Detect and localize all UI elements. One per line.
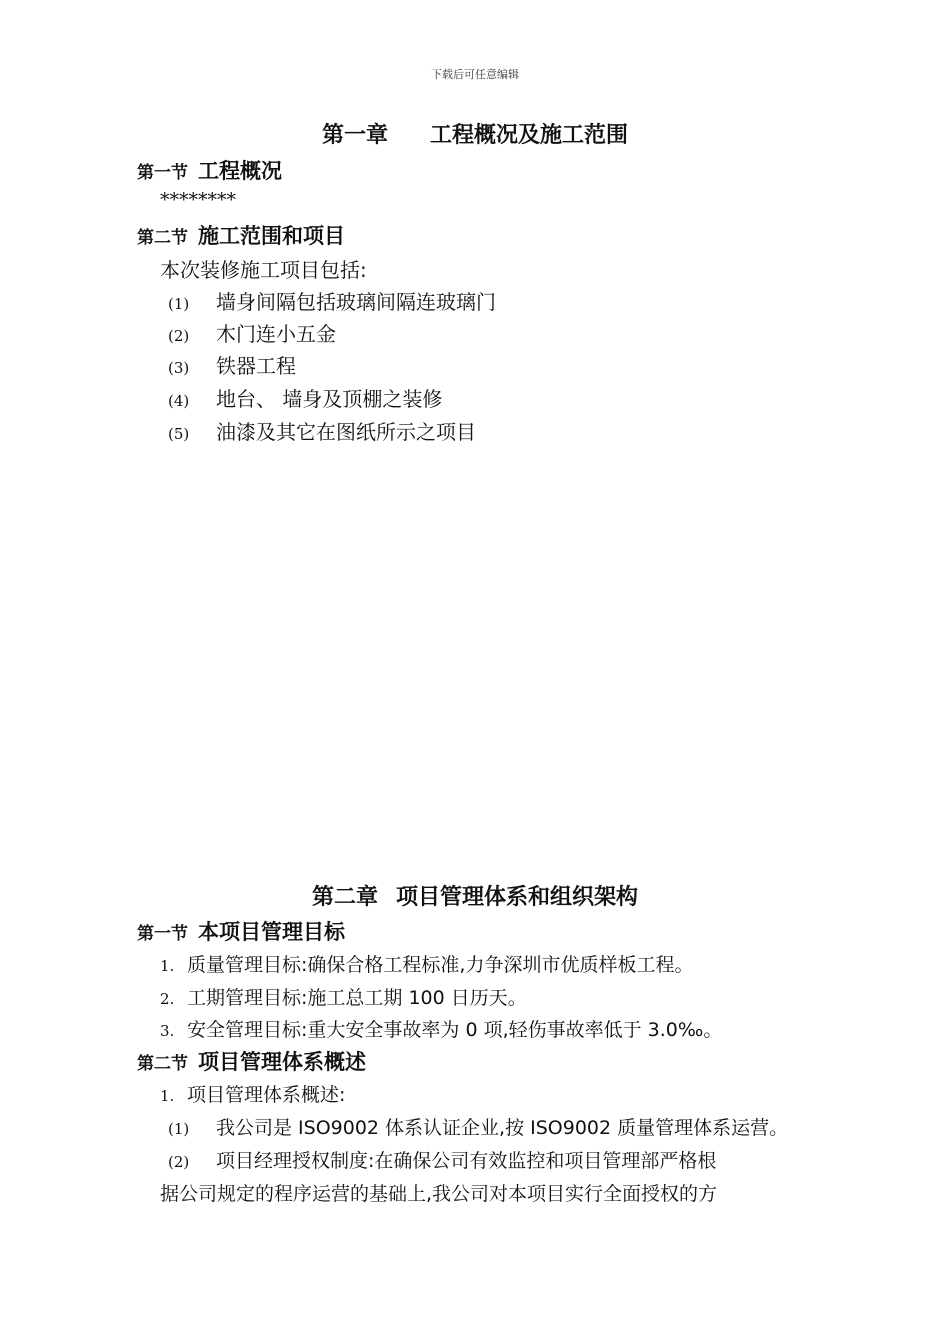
- item-number: (2): [168, 327, 190, 345]
- item-text: 地台、 墙身及顶棚之装修: [216, 387, 443, 411]
- list-item: [168, 416, 476, 445]
- intro-number: 1.: [160, 1087, 175, 1105]
- section-1-1-heading: [137, 155, 282, 185]
- list-item: [168, 350, 296, 379]
- continuation-text: 据公司规定的程序运营的基础上,我公司对本项目实行全面授权的方: [160, 1183, 718, 1205]
- section-1-2-heading: [137, 220, 345, 250]
- goal-item: [160, 1015, 722, 1042]
- item-text: 铁器工程: [216, 354, 296, 378]
- item-number: (5): [168, 425, 190, 443]
- chapter-1-heading: [0, 118, 950, 149]
- section-1-2-intro: 本次装修施工项目包括:: [160, 258, 367, 282]
- goal-number: 3.: [160, 1022, 175, 1040]
- section-2-1-heading: [137, 916, 345, 946]
- section-1-1-content: ********: [160, 189, 236, 211]
- sub-text: 我公司是 ISO9002 体系认证企业,按 ISO9002 质量管理体系运营。: [216, 1117, 789, 1139]
- section-number: 第二节: [137, 1054, 188, 1074]
- section-2-2-heading: [137, 1046, 366, 1076]
- list-item: [168, 383, 442, 412]
- sub-item: [168, 1113, 788, 1140]
- item-number: (4): [168, 392, 190, 410]
- list-item: [168, 286, 496, 315]
- section-title: 项目管理体系概述: [198, 1050, 366, 1074]
- goal-item: [160, 983, 527, 1010]
- chapter-2-label: 第二章: [311, 885, 378, 910]
- section-title: 施工范围和项目: [198, 224, 345, 248]
- item-text: 墙身间隔包括玻璃间隔连玻璃门: [216, 290, 496, 314]
- chapter-1-title: 工程概况及施工范围: [430, 123, 629, 148]
- goal-number: 2.: [160, 990, 175, 1008]
- sub-item: [168, 1146, 716, 1173]
- item-number: (3): [168, 359, 190, 377]
- item-text: 木门连小五金: [216, 322, 336, 346]
- goal-text: 安全管理目标:重大安全事故率为 0 项,轻伤事故率低于 3.0‰。: [187, 1019, 723, 1041]
- sub-text: 项目经理授权制度:在确保公司有效监控和项目管理部严格根: [216, 1150, 717, 1172]
- section-title: 工程概况: [198, 159, 282, 183]
- sub-number: (1): [168, 1120, 190, 1138]
- goal-item: [160, 950, 693, 977]
- goal-text: 工期管理目标:施工总工期 100 日历天。: [187, 987, 527, 1009]
- section-number: 第二节: [137, 228, 188, 248]
- header-note: 下载后可任意编辑: [431, 68, 519, 81]
- intro-text: 项目管理体系概述:: [187, 1084, 346, 1106]
- chapter-2-title: 项目管理体系和组织架构: [396, 885, 639, 910]
- list-item: [168, 318, 336, 347]
- chapter-2-heading: [0, 880, 950, 911]
- chapter-1-label: 第一章: [321, 123, 388, 148]
- goal-number: 1.: [160, 957, 175, 975]
- item-number: (1): [168, 295, 190, 313]
- section-title: 本项目管理目标: [198, 920, 345, 944]
- section-number: 第一节: [137, 163, 188, 183]
- goal-text: 质量管理目标:确保合格工程标准,力争深圳市优质样板工程。: [187, 954, 694, 976]
- sub-number: (2): [168, 1153, 190, 1171]
- item-text: 油漆及其它在图纸所示之项目: [216, 420, 476, 444]
- overview-intro: [160, 1080, 345, 1107]
- section-number: 第一节: [137, 924, 188, 944]
